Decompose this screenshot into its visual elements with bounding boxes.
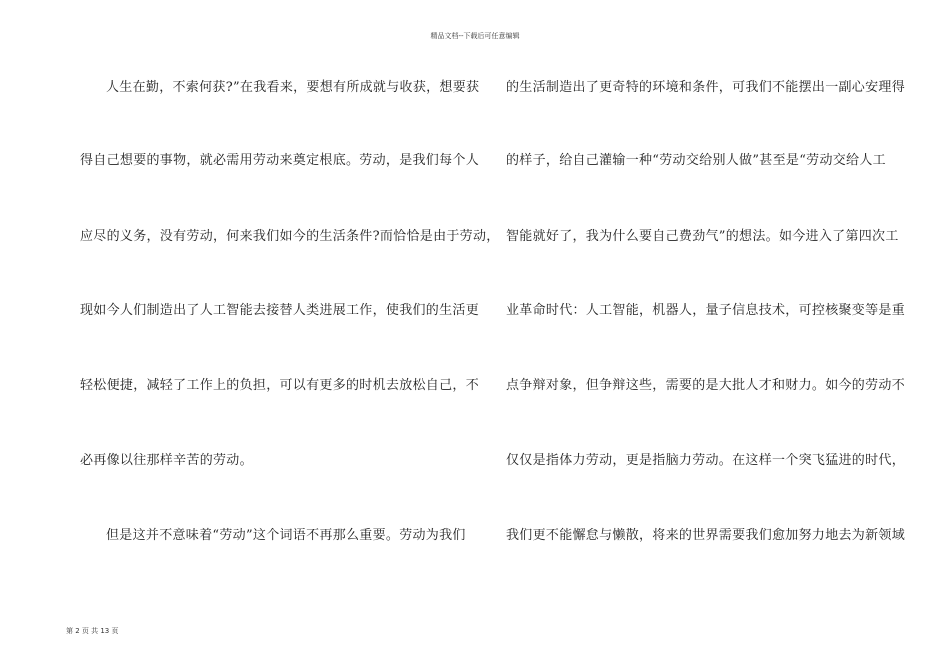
paragraph-line: 现如今人们制造出了人工智能去接替人类进展工作，使我们的生活更: [80, 303, 480, 318]
paragraph-line: 的生活制造出了更奇特的环境和条件，可我们不能摆出一副心安理得: [506, 80, 906, 95]
paragraph-line: 的样子，给自己灌输一种“劳动交给别人做”甚至是“劳动交给人工: [506, 153, 886, 168]
paragraph-line: 必再像以往那样辛苦的劳动。: [80, 453, 253, 468]
paragraph-line: 但是这并不意味着“劳动”这个词语不再那么重要。劳动为我们: [106, 528, 466, 543]
paragraph-line: 智能就好了，我为什么要自己费劲气”的想法。如今进入了第四次工: [506, 229, 899, 244]
paragraph-line: 业革命时代：人工智能，机器人，量子信息技术，可控核聚变等是重: [506, 303, 906, 318]
paragraph-line: 轻松便捷，减轻了工作上的负担，可以有更多的时机去放松自己，不: [80, 378, 480, 393]
page-number: 第 2 页 共 13 页: [66, 627, 119, 635]
paragraph-line: 仅仅是指体力劳动，更是指脑力劳动。在这样一个突飞猛进的时代，: [506, 453, 906, 468]
page-header: 精品文档--下载后可任意编辑: [430, 32, 520, 40]
paragraph-line: 点争辩对象，但争辩这些，需要的是大批人才和财力。如今的劳动不: [506, 378, 906, 393]
paragraph-line: 应尽的义务，没有劳动，何来我们如今的生活条件?而恰恰是由于劳动，: [80, 229, 500, 244]
paragraph-line: 得自己想要的事物，就必需用劳动来奠定根底。劳动，是我们每个人: [80, 153, 480, 168]
paragraph-line: 我们更不能懈怠与懒散，将来的世界需要我们愈加努力地去为新领域: [506, 528, 906, 543]
paragraph-line: 人生在勤，不索何获?”在我看来，要想有所成就与收获，想要获: [106, 80, 480, 95]
